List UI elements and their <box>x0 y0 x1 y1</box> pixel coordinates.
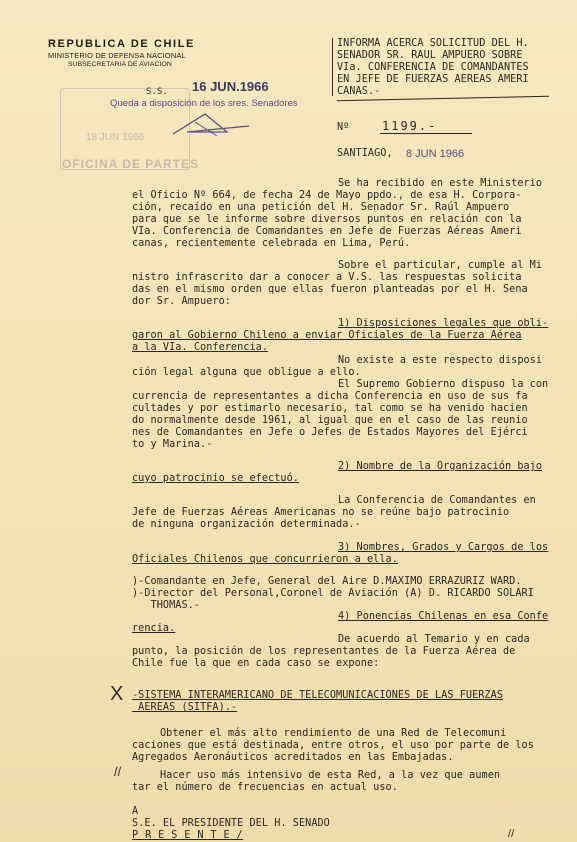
subject-left-rule <box>332 38 333 96</box>
letterhead-subsecretaria: SUBSECRETARIA DE AVIACION <box>68 61 172 68</box>
subject-line-1: INFORMA ACERCA SOLICITUD DEL H. <box>337 38 529 49</box>
stamp-received-date: 16 JUN.1966 <box>192 79 269 94</box>
point4-text-line-3: Chile fue la que en cada caso se expone: <box>132 658 380 669</box>
point4-text-line-1: De acuerdo al Temario y en cada <box>338 634 530 645</box>
subject-line-5: CANAS.- <box>337 86 381 97</box>
point2-heading-line-1: 2) Nombre de la Organización bajo <box>338 461 543 472</box>
particular-line-2: nistro infrascrito dar a conocer a V.S. las respuestas solicita <box>132 272 522 283</box>
sitfa-text-line-5: tar el número de frecuencias en actual uso. <box>132 782 398 793</box>
point1-heading-line-1: 1) Disposiciones legales que obli- <box>338 318 549 329</box>
point3-heading-line-2: Oficiales Chilenos que concurrieron a ella. <box>132 554 398 565</box>
addressee-line-2: P R E S E N T E / <box>132 830 244 841</box>
sitfa-heading-line-2: AEREAS (SITFA).- <box>132 702 238 713</box>
point1-text-line-4: currencia de representantes a dicha Conferencia en uso de sus fa <box>132 391 528 402</box>
margin-x-mark: X <box>110 683 124 705</box>
subject-line-4: EN JEFE DE FUERZAS AEREAS AMERI <box>337 74 529 85</box>
addressee-to: A <box>132 806 139 817</box>
faded-stamp-date: 18 JUN 1966 <box>86 132 145 143</box>
reply-date-stamp: 8 JUN 1966 <box>406 148 465 160</box>
intro-line-1: Se ha recibido en este Ministerio <box>338 178 543 189</box>
stamp-disposition: Queda a disposición de los sres. Senadores <box>110 98 298 109</box>
place-label: SANTIAGO, <box>337 148 393 159</box>
point2-text-line-3: de ninguna organización determinada.- <box>132 519 361 530</box>
stamp-ss: S.S. <box>146 87 168 97</box>
particular-line-1: Sobre el particular, cumple al Mi <box>338 260 543 271</box>
intro-line-3: ción, recaído en una petición del H. Senador Sr. Raúl Ampuero <box>132 202 510 213</box>
point1-text-line-1: No existe a este respecto disposi <box>338 355 543 366</box>
point4-heading-line-1: 4) Ponencias Chilenas en esa Confe <box>338 611 549 622</box>
point3-officer-2: )-Director del Personal,Coronel de Aviación (A) D. RICARDO SOLARI <box>132 588 534 599</box>
point1-text-line-7: nes de Comandantes en Jefe o Jefes de Estados Mayores del Ejérci <box>132 427 528 438</box>
point2-text-line-2: Jefe de Fuerzas Aéreas Americanas no se reúne bajo patrocinio <box>132 507 510 518</box>
letterhead-republic: REPUBLICA DE CHILE <box>48 38 195 50</box>
point1-text-line-5: cultades y por estimarlo necesario, tal como se ha venido hacien <box>132 403 528 414</box>
sitfa-text-line-2: caciones que está destinada, entre otros, el uso por parte de los <box>132 740 534 751</box>
point2-text-line-1: La Conferencia de Comandantes en <box>338 495 536 506</box>
intro-line-2: el Oficio Nº 664, de fecha 24 de Mayo ppdo., de esa H. Corpora- <box>132 190 522 201</box>
margin-double-bar-2: // <box>508 828 515 840</box>
point1-text-line-3: El Supremo Gobierno dispuso la con <box>338 379 549 390</box>
subject-line-3: VIa. CONFERENCIA DE COMANDANTES <box>337 62 529 73</box>
particular-line-3: das en el mismo orden que ellas fueron planteadas por el H. Sena <box>132 284 528 295</box>
sitfa-text-line-3: Agregados Aeronáuticos acreditados en las Embajadas. <box>132 752 454 763</box>
margin-double-bar-1: // <box>114 764 122 779</box>
intro-line-5: VIa. Conferencia de Comandantes en Jefe de Fuerzas Aéreas Ameri <box>132 226 522 237</box>
particular-line-4: dor Sr. Ampuero: <box>132 296 231 307</box>
point1-text-line-8: to y Marina.- <box>132 439 213 450</box>
signature-mark <box>165 108 255 142</box>
sitfa-text-line-4: Hacer uso más intensivo de esta Red, a la vez que aumen <box>160 770 501 781</box>
sitfa-heading-line-1: -SISTEMA INTERAMERICANO DE TELECOMUNICACIONES DE LAS FUERZAS <box>132 690 504 701</box>
intro-line-6: canas, recientemente celebrada en Lima, Perú. <box>132 238 411 249</box>
addressee-line-1: S.E. EL PRESIDENTE DEL H. SENADO <box>132 818 330 829</box>
subject-line-2: SENADOR SR. RAUL AMPUERO SOBRE <box>337 50 523 61</box>
document-number-label: Nº <box>337 122 350 133</box>
point1-text-line-6: do normalmente desde 1961, al igual que en el caso de las reunio <box>132 415 528 426</box>
point1-heading-line-2: garon al Gobierno Chileno a enviar Oficiales de la Fuerza Aérea <box>132 330 522 341</box>
point3-officer-1: )-Comandante en Jefe, General del Aire D.MAXIMO ERRAZURIZ WARD. <box>132 576 522 587</box>
point2-heading-line-2: cuyo patrocinio se efectuó. <box>132 473 299 484</box>
point3-officer-2-cont: THOMAS.- <box>132 600 201 611</box>
faded-stamp-label: OFICINA DE PARTES <box>62 157 200 171</box>
letterhead-ministry: MINISTERIO DE DEFENSA NACIONAL <box>48 51 186 60</box>
document-number-underline <box>380 133 472 134</box>
document-number-value: 1199.- <box>382 119 438 133</box>
point4-text-line-2: punto, la posición de los representantes de la Fuerza Aérea de <box>132 646 516 657</box>
intro-line-4: para que se le informe sobre diversos puntos en relación con la <box>132 214 522 225</box>
point4-heading-line-2: rencia. <box>132 623 176 634</box>
point3-heading-line-1: 3) Nombres, Grados y Cargos de los <box>338 542 549 553</box>
point1-text-line-2: ción legal alguna que obligue a ello. <box>132 367 361 378</box>
sitfa-text-line-1: Obtener el más alto rendimiento de una Red de Telecomuni <box>160 728 507 739</box>
point1-heading-line-3: a la VIa. Conferencia. <box>132 342 269 353</box>
